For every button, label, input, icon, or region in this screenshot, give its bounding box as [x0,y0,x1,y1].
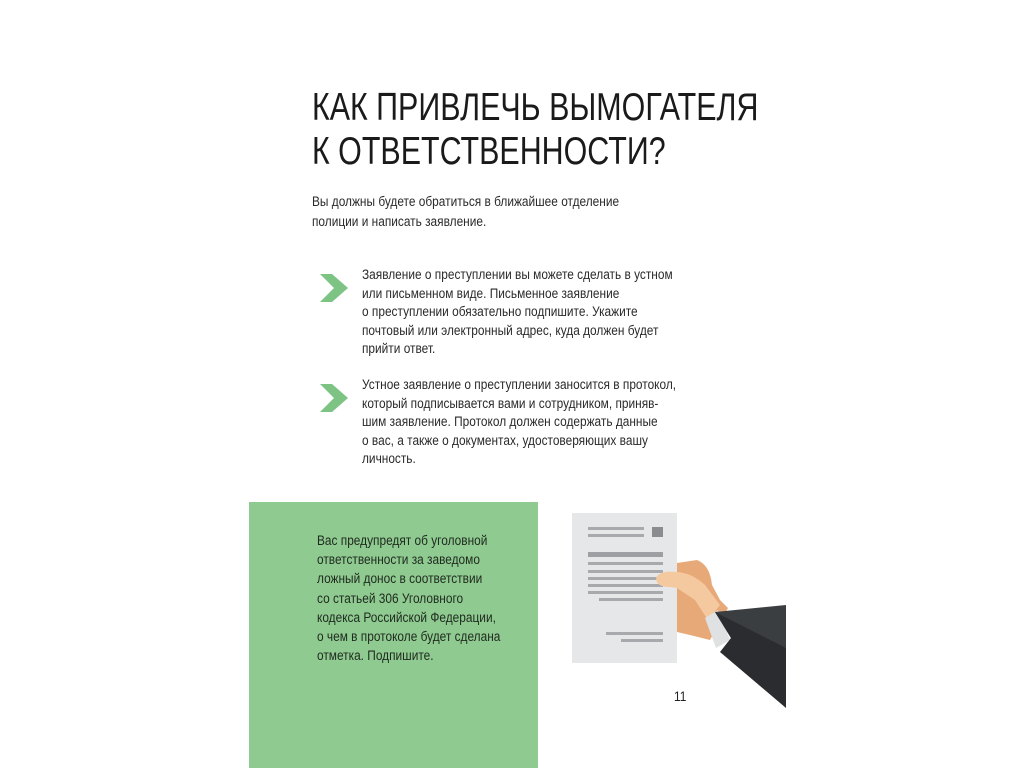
callout-line: со статьей 306 Уголовного [317,590,464,606]
bullet-line: который подписывается вами и сотрудником, приняв- [362,395,659,411]
bullet-line: Заявление о преступлении вы можете сделать в устном [362,267,673,282]
warning-callout-box [249,502,538,768]
bullet-text [362,266,673,359]
bullet-line: прийти ответ. [362,341,436,357]
bullet-line: о вас, а также о документах, удостоверяющих вашу [362,432,648,448]
chevron-right-icon [318,382,350,414]
bullet-line: почтовый или электронный адрес, куда должен будет [362,322,659,338]
intro-line: полиции и написать заявление. [312,214,487,229]
bullet-line: личность. [362,451,416,467]
callout-line: о чем в протоколе будет сделана [317,629,501,645]
callout-line: отметка. Подпишите. [317,648,434,664]
callout-text [317,531,500,665]
title-line-1: КАК ПРИВЛЕЧЬ ВЫМОГАТЕЛЯ [312,86,759,129]
bullet-line: или письменном виде. Письменное заявление [362,285,620,301]
bullet-line: Устное заявление о преступлении заносится в протокол, [362,377,677,392]
callout-line: ответственности за заведомо [317,552,480,568]
callout-line: Вас предупредят об уголовной [317,533,488,548]
bullet-line: о преступлении обязательно подпишите. Укажите [362,304,638,320]
bullet-line: шим заявление. Протокол должен содержать данные [362,414,658,430]
page-title [312,86,758,174]
intro-line: Вы должны будете обратиться в ближайшее отделение [312,194,620,209]
callout-line: ложный донос в соответствии [317,571,483,587]
bullet-text [362,376,676,469]
title-line-2: К ОТВЕТСТВЕННОСТИ? [312,130,666,173]
page-number: 11 [674,688,687,704]
callout-line: кодекса Российской Федерации, [317,609,496,625]
chevron-right-icon [318,272,350,304]
intro-paragraph [312,192,629,232]
hand-holding-document-icon [560,500,800,720]
